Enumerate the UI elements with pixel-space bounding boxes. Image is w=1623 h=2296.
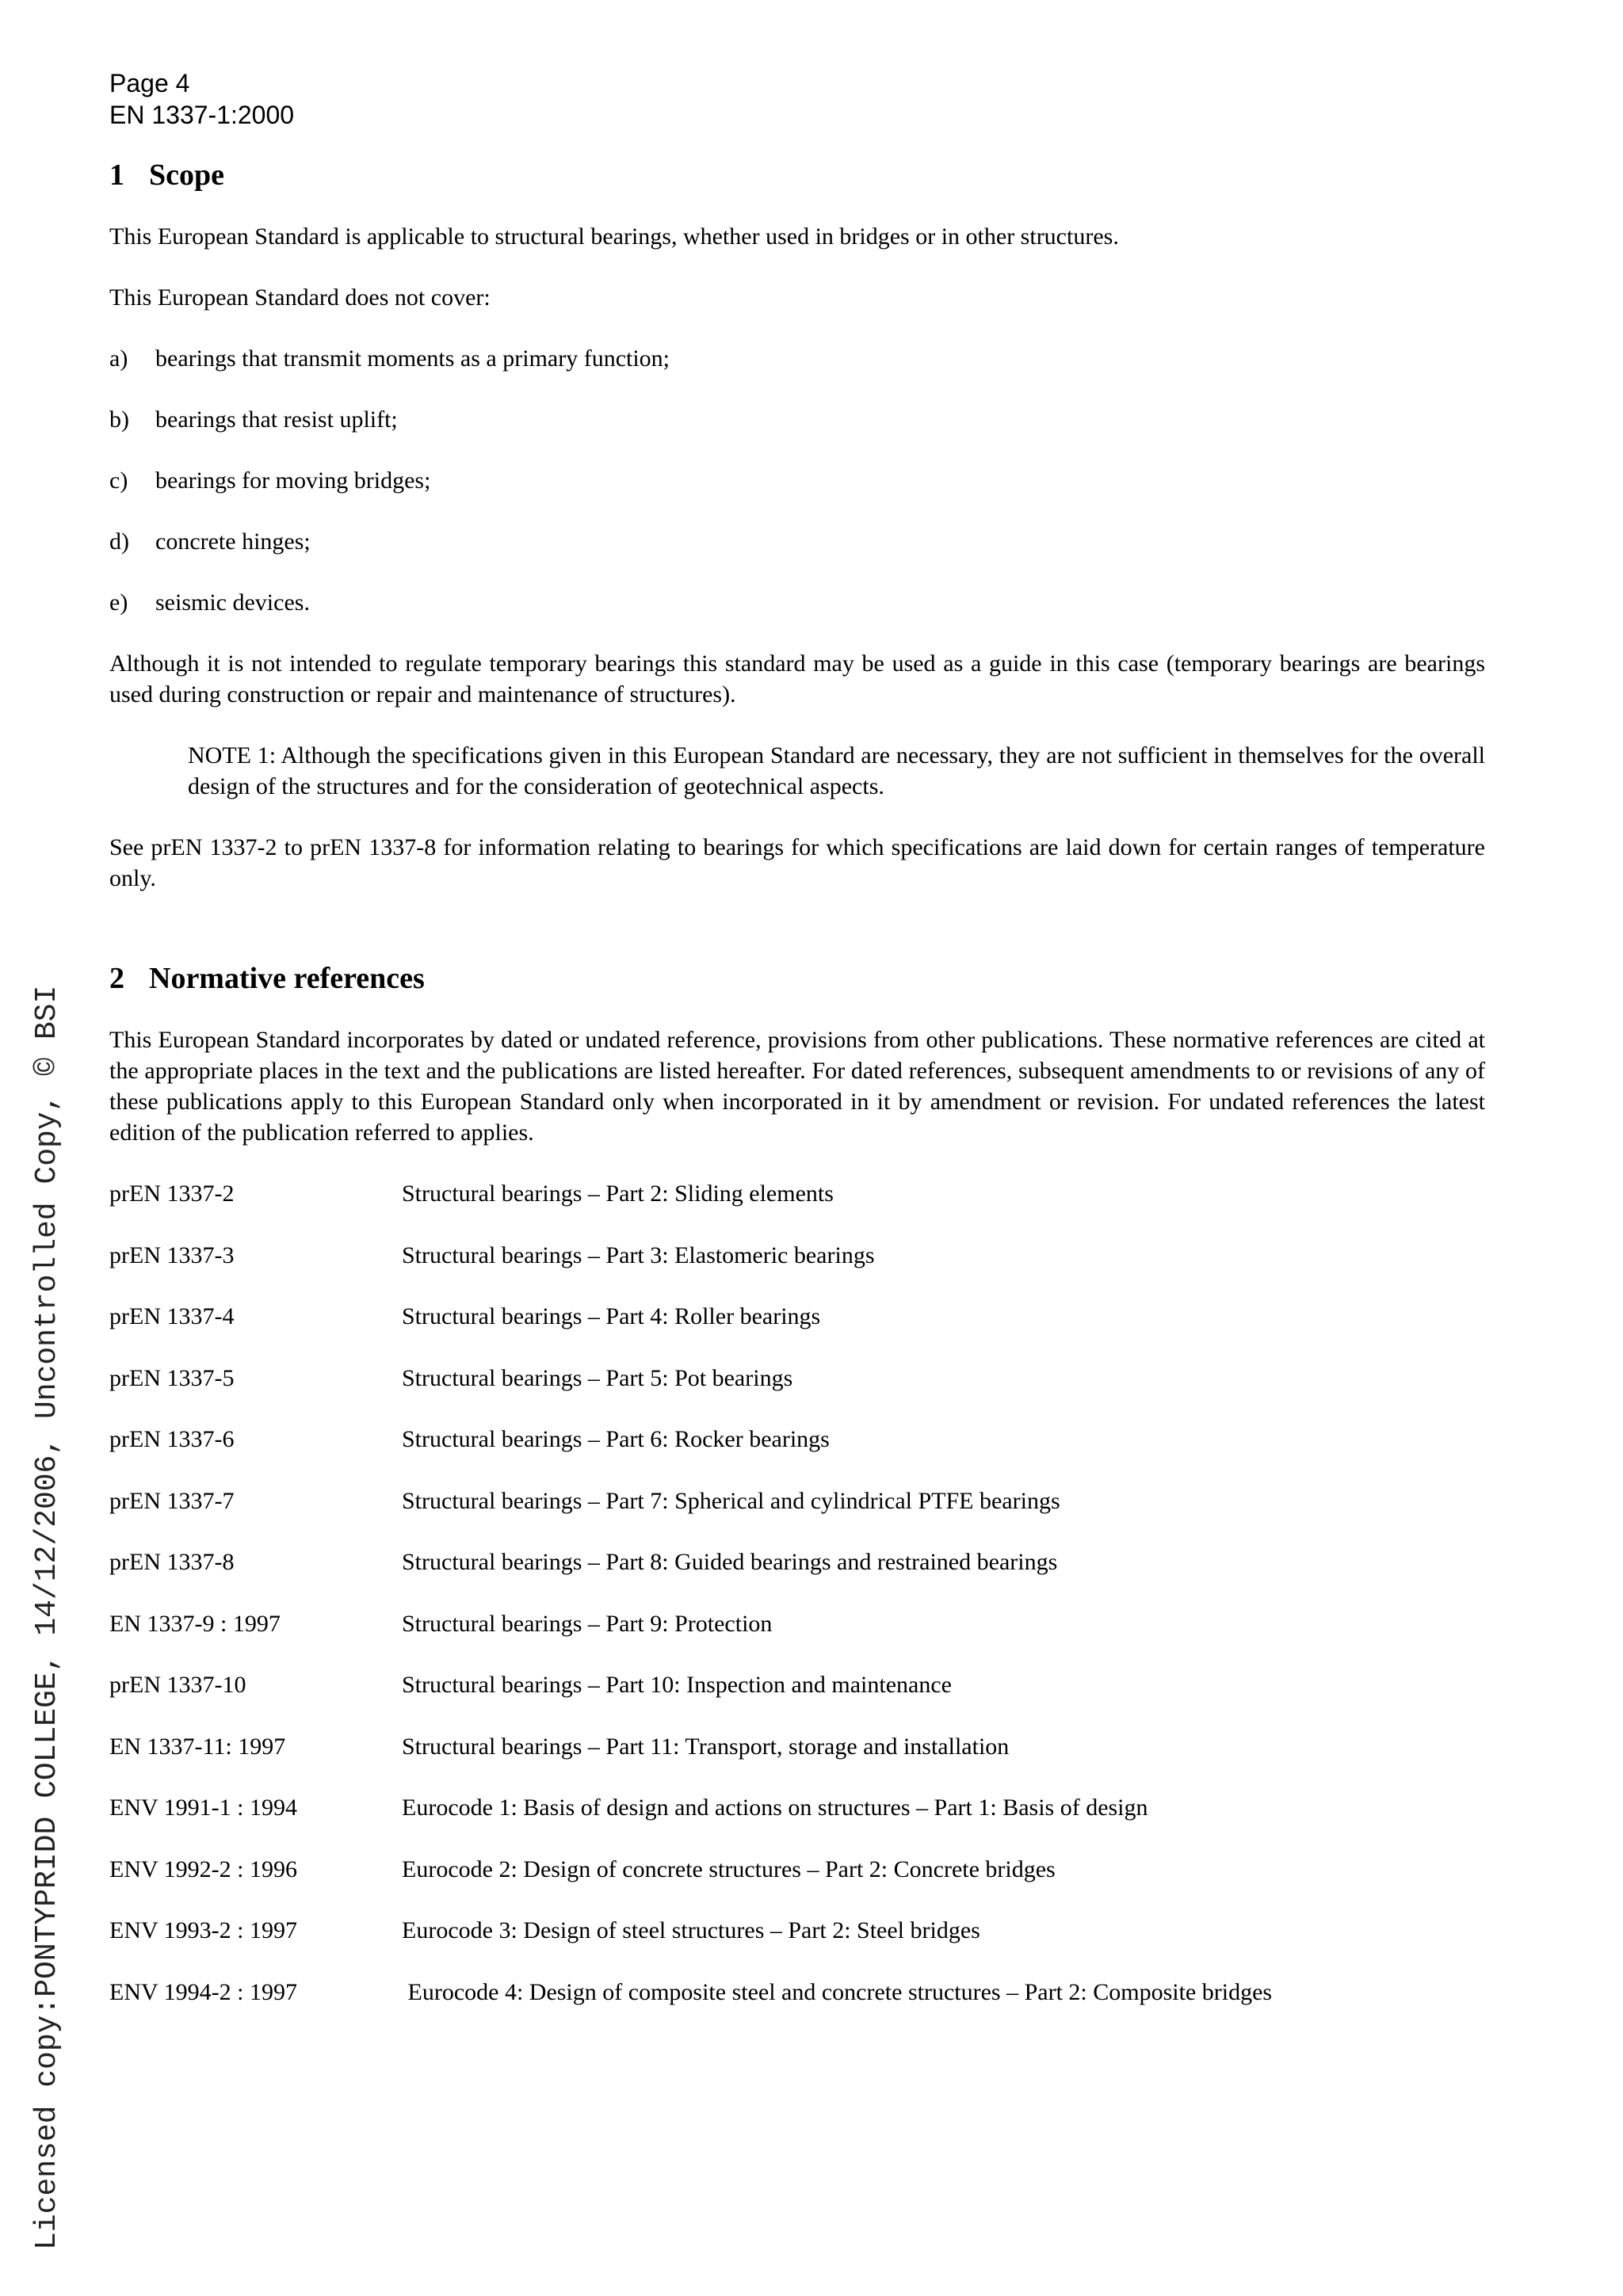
scope-paragraph-4: See prEN 1337-2 to prEN 1337-8 for information relating to bearings for which specifications are laid down for certain ranges of temperature only.: [109, 834, 1485, 891]
list-item: [109, 465, 1485, 496]
list-item: [109, 587, 1485, 618]
reference-code: ENV 1992-2 : 1996: [109, 1855, 297, 1882]
reference-row: [109, 1240, 1485, 1271]
list-text: bearings that transmit moments as a primary function;: [155, 345, 670, 372]
reference-title: Structural bearings – Part 5: Pot bearings: [402, 1364, 793, 1391]
scope-paragraph-1: This European Standard is applicable to structural bearings, whether used in bridges or in other structures.: [109, 223, 1119, 250]
reference-title: Structural bearings – Part 2: Sliding elements: [402, 1180, 834, 1207]
references-paragraph: This European Standard incorporates by dated or undated reference, provisions from other publications. These normative references are cited at the appropriate places in the text and the publications are listed hereafter. For dated references, subsequent amendments to or revisions of any of these publications apply to this European Standard only when incorporated in it by amendment or revision. For undated references the latest edition of the publication referred to applies.: [109, 1027, 1485, 1146]
reference-code: prEN 1337-4: [109, 1303, 235, 1329]
section-1-heading: [109, 157, 1485, 193]
license-watermark: Licensed copy:PONTYPRIDD COLLEGE, 14/12/2006, Uncontrolled Copy, © BSI: [30, 985, 64, 2250]
page-number: Page 4: [109, 69, 190, 97]
list-marker: d): [109, 528, 129, 555]
reference-code: ENV 1994-2 : 1997: [109, 1978, 297, 2005]
reference-code: prEN 1337-5: [109, 1364, 235, 1391]
section-2-title: Normative references: [149, 962, 425, 995]
list-marker: e): [109, 589, 128, 616]
reference-title: Eurocode 1: Basis of design and actions on structures – Part 1: Basis of design: [402, 1794, 1148, 1821]
reference-code: ENV 1991-1 : 1994: [109, 1794, 297, 1821]
reference-title: Structural bearings – Part 8: Guided bearings and restrained bearings: [402, 1549, 1058, 1575]
page-header: [109, 67, 294, 131]
section-1-number: 1: [109, 158, 124, 192]
reference-title: Eurocode 3: Design of steel structures – Part 2: Steel bridges: [402, 1917, 980, 1943]
list-item: [109, 404, 1485, 435]
reference-code: prEN 1337-8: [109, 1549, 235, 1575]
reference-title: Structural bearings – Part 3: Elastomeric bearings: [402, 1241, 875, 1268]
list-marker: a): [109, 345, 128, 372]
reference-row: [109, 1854, 1485, 1885]
reference-title: Structural bearings – Part 7: Spherical and cylindrical PTFE bearings: [402, 1487, 1060, 1514]
reference-row: [109, 1977, 1485, 2008]
reference-row: [109, 1547, 1485, 1577]
reference-code: ENV 1993-2 : 1997: [109, 1917, 297, 1943]
reference-title: Structural bearings – Part 10: Inspection and maintenance: [402, 1672, 952, 1698]
reference-code: EN 1337-9 : 1997: [109, 1610, 281, 1637]
reference-code: prEN 1337-6: [109, 1426, 235, 1452]
list-item: [109, 526, 1485, 557]
list-item: [109, 343, 1485, 374]
reference-code: prEN 1337-7: [109, 1487, 235, 1514]
reference-row: [109, 1731, 1485, 1762]
reference-title: Eurocode 4: Design of composite steel and concrete structures – Part 2: Composite bridges: [402, 1978, 1273, 2005]
list-text: seismic devices.: [155, 589, 310, 616]
reference-title: Eurocode 2: Design of concrete structures – Part 2: Concrete bridges: [402, 1855, 1056, 1882]
note-1: NOTE 1: Although the specifications given in this European Standard are necessary, they are not sufficient in themselves for the overall design of the structures and for the consideration of geotechnical aspects.: [188, 742, 1485, 799]
standard-id: EN 1337-1:2000: [109, 101, 295, 129]
list-text: bearings that resist uplift;: [155, 406, 398, 433]
reference-row: [109, 1792, 1485, 1823]
reference-row: [109, 1915, 1485, 1946]
exclusion-list: [109, 343, 1485, 618]
scope-paragraph-2: This European Standard does not cover:: [109, 284, 491, 311]
reference-list: [109, 1178, 1485, 2008]
reference-title: Structural bearings – Part 6: Rocker bearings: [402, 1426, 830, 1452]
section-2-heading: [109, 960, 1485, 997]
reference-code: prEN 1337-3: [109, 1241, 235, 1268]
reference-code: EN 1337-11: 1997: [109, 1733, 286, 1760]
list-marker: b): [109, 406, 129, 433]
section-2-number: 2: [109, 962, 124, 995]
list-text: bearings for moving bridges;: [155, 467, 431, 494]
scope-paragraph-3: Although it is not intended to regulate temporary bearings this standard may be used as a guide in this case (temporary bearings are bearings used during construction or repair and maintenance of structures).: [109, 650, 1485, 707]
reference-title: Structural bearings – Part 9: Protection: [402, 1610, 773, 1637]
reference-row: [109, 1363, 1485, 1394]
section-1-title: Scope: [149, 158, 224, 192]
document-body: [109, 157, 1485, 2038]
reference-row: [109, 1178, 1485, 1209]
reference-code: prEN 1337-2: [109, 1180, 235, 1207]
list-text: concrete hinges;: [155, 528, 311, 555]
reference-title: Structural bearings – Part 11: Transport, storage and installation: [402, 1733, 1010, 1760]
reference-row: [109, 1608, 1485, 1639]
reference-row: [109, 1486, 1485, 1516]
reference-code: prEN 1337-10: [109, 1672, 246, 1698]
reference-row: [109, 1669, 1485, 1700]
reference-title: Structural bearings – Part 4: Roller bearings: [402, 1303, 821, 1329]
reference-row: [109, 1301, 1485, 1332]
list-marker: c): [109, 467, 128, 494]
reference-row: [109, 1424, 1485, 1455]
